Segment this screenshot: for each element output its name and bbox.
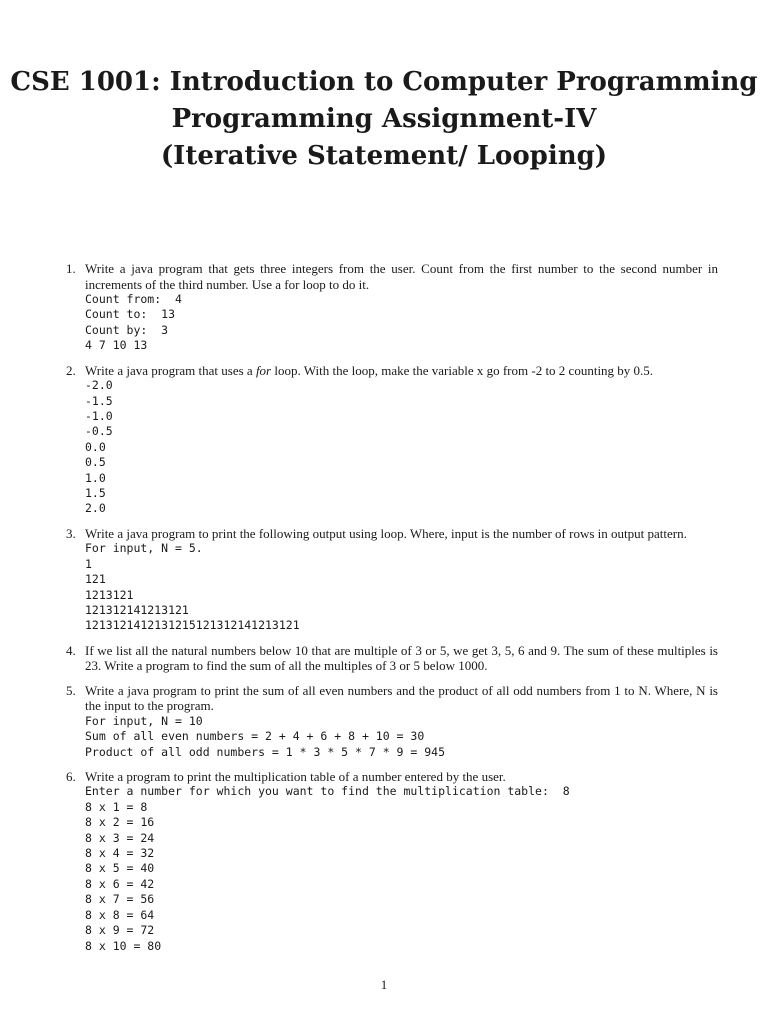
sample-output-line: 121312141213121 — [85, 602, 189, 617]
prompt-text: If we list all the natural numbers below 10 that are multiple of 3 or 5, we get 3, 5, 6 and 9. The sum of these multiples is 23. Write a program to find the sum of all the multiples of 3 or 5 below 1000. — [85, 642, 718, 674]
course-title: CSE 1001: Introduction to Computer Programming — [10, 67, 758, 97]
sample-output-line: 8 x 6 = 42 — [85, 876, 155, 891]
document-title — [0, 64, 768, 175]
sample-output-line: 0.5 — [85, 455, 106, 470]
problem-item — [66, 683, 718, 760]
problem-number: 6. — [66, 768, 76, 784]
problem-item — [66, 363, 718, 517]
problem-prompt — [85, 769, 718, 785]
problem-number: 3. — [66, 525, 76, 541]
sample-output-line: Sum of all even numbers = 2 + 4 + 6 + 8 + 10 = 30 — [85, 729, 425, 744]
sample-output-line: 8 x 1 = 8 — [85, 799, 148, 814]
sample-output-line: -2.0 — [85, 378, 113, 393]
problem-prompt — [85, 643, 718, 674]
sample-output-line: 8 x 3 = 24 — [85, 830, 155, 845]
sample-output-line: For input, N = 5. — [85, 541, 203, 556]
sample-output-line: 8 x 5 = 40 — [85, 861, 155, 876]
prompt-text: Write a program to print the multiplication table of a number entered by the user. — [85, 768, 506, 784]
sample-output-line: 121 — [85, 572, 106, 587]
sample-output-line: 1213121 — [85, 587, 134, 602]
sample-output-line: 8 x 9 = 72 — [85, 923, 155, 938]
problem-number: 5. — [66, 682, 76, 698]
assignment-topic: (Iterative Statement/ Looping) — [160, 141, 608, 171]
sample-output-line: 1213121412131215121312141213121 — [85, 618, 300, 633]
sample-output-line: Count by: 3 — [85, 322, 169, 337]
prompt-text: Write a java program to print the following output using loop. Where, input is the number of rows in output pattern. — [85, 525, 687, 541]
sample-output-line: 0.0 — [85, 439, 106, 454]
sample-output-line: 8 x 4 = 32 — [85, 846, 155, 861]
sample-output-line: 2.0 — [85, 501, 106, 516]
sample-output-line: -0.5 — [85, 424, 113, 439]
emphasis-text: for — [255, 362, 272, 378]
sample-output-line: 8 x 10 = 80 — [85, 938, 162, 953]
sample-output-line: 1.5 — [85, 485, 106, 500]
sample-output-line: Product of all odd numbers = 1 * 3 * 5 * 7 * 9 = 945 — [85, 744, 446, 759]
page-number: 1 — [380, 977, 388, 992]
prompt-text: Write a java program to print the sum of all even numbers and the product of all odd numbers from 1 to N. Where, N is the input to the program. — [85, 682, 718, 714]
sample-output-line: 4 7 10 13 — [85, 338, 148, 353]
sample-output-line: 8 x 7 = 56 — [85, 892, 155, 907]
problem-item — [66, 769, 718, 954]
sample-output-line: 1.0 — [85, 470, 106, 485]
problem-prompt — [85, 261, 718, 292]
assignment-title: Programming Assignment-IV — [171, 104, 597, 134]
sample-output-line: Count to: 13 — [85, 307, 176, 322]
problem-prompt — [85, 363, 718, 379]
problem-prompt — [85, 683, 718, 714]
problem-item — [66, 261, 718, 354]
sample-output-line: For input, N = 10 — [85, 713, 203, 728]
problem-number: 1. — [66, 261, 76, 276]
problem-item — [66, 526, 718, 634]
sample-output-line: -1.5 — [85, 393, 113, 408]
sample-output-line: 8 x 8 = 64 — [85, 907, 155, 922]
problem-number: 2. — [66, 362, 76, 378]
sample-output-line: -1.0 — [85, 408, 113, 423]
problem-item — [66, 643, 718, 674]
sample-output-line: 8 x 2 = 16 — [85, 815, 155, 830]
prompt-text: Write a java program that gets three integers from the user. Count from the first number to the second number in increments of the third number. Use a for loop to do it. — [85, 261, 718, 292]
problem-prompt — [85, 526, 718, 542]
sample-output-line: Enter a number for which you want to find the multiplication table: 8 — [85, 784, 570, 799]
prompt-text: Write a java program that uses a — [85, 362, 256, 378]
prompt-text: loop. With the loop, make the variable x go from -2 to 2 counting by 0.5. — [271, 362, 654, 378]
problem-number: 4. — [66, 642, 76, 658]
problem-list — [66, 261, 718, 963]
sample-output-line: 1 — [85, 556, 92, 571]
sample-output-line: Count from: 4 — [85, 292, 182, 306]
